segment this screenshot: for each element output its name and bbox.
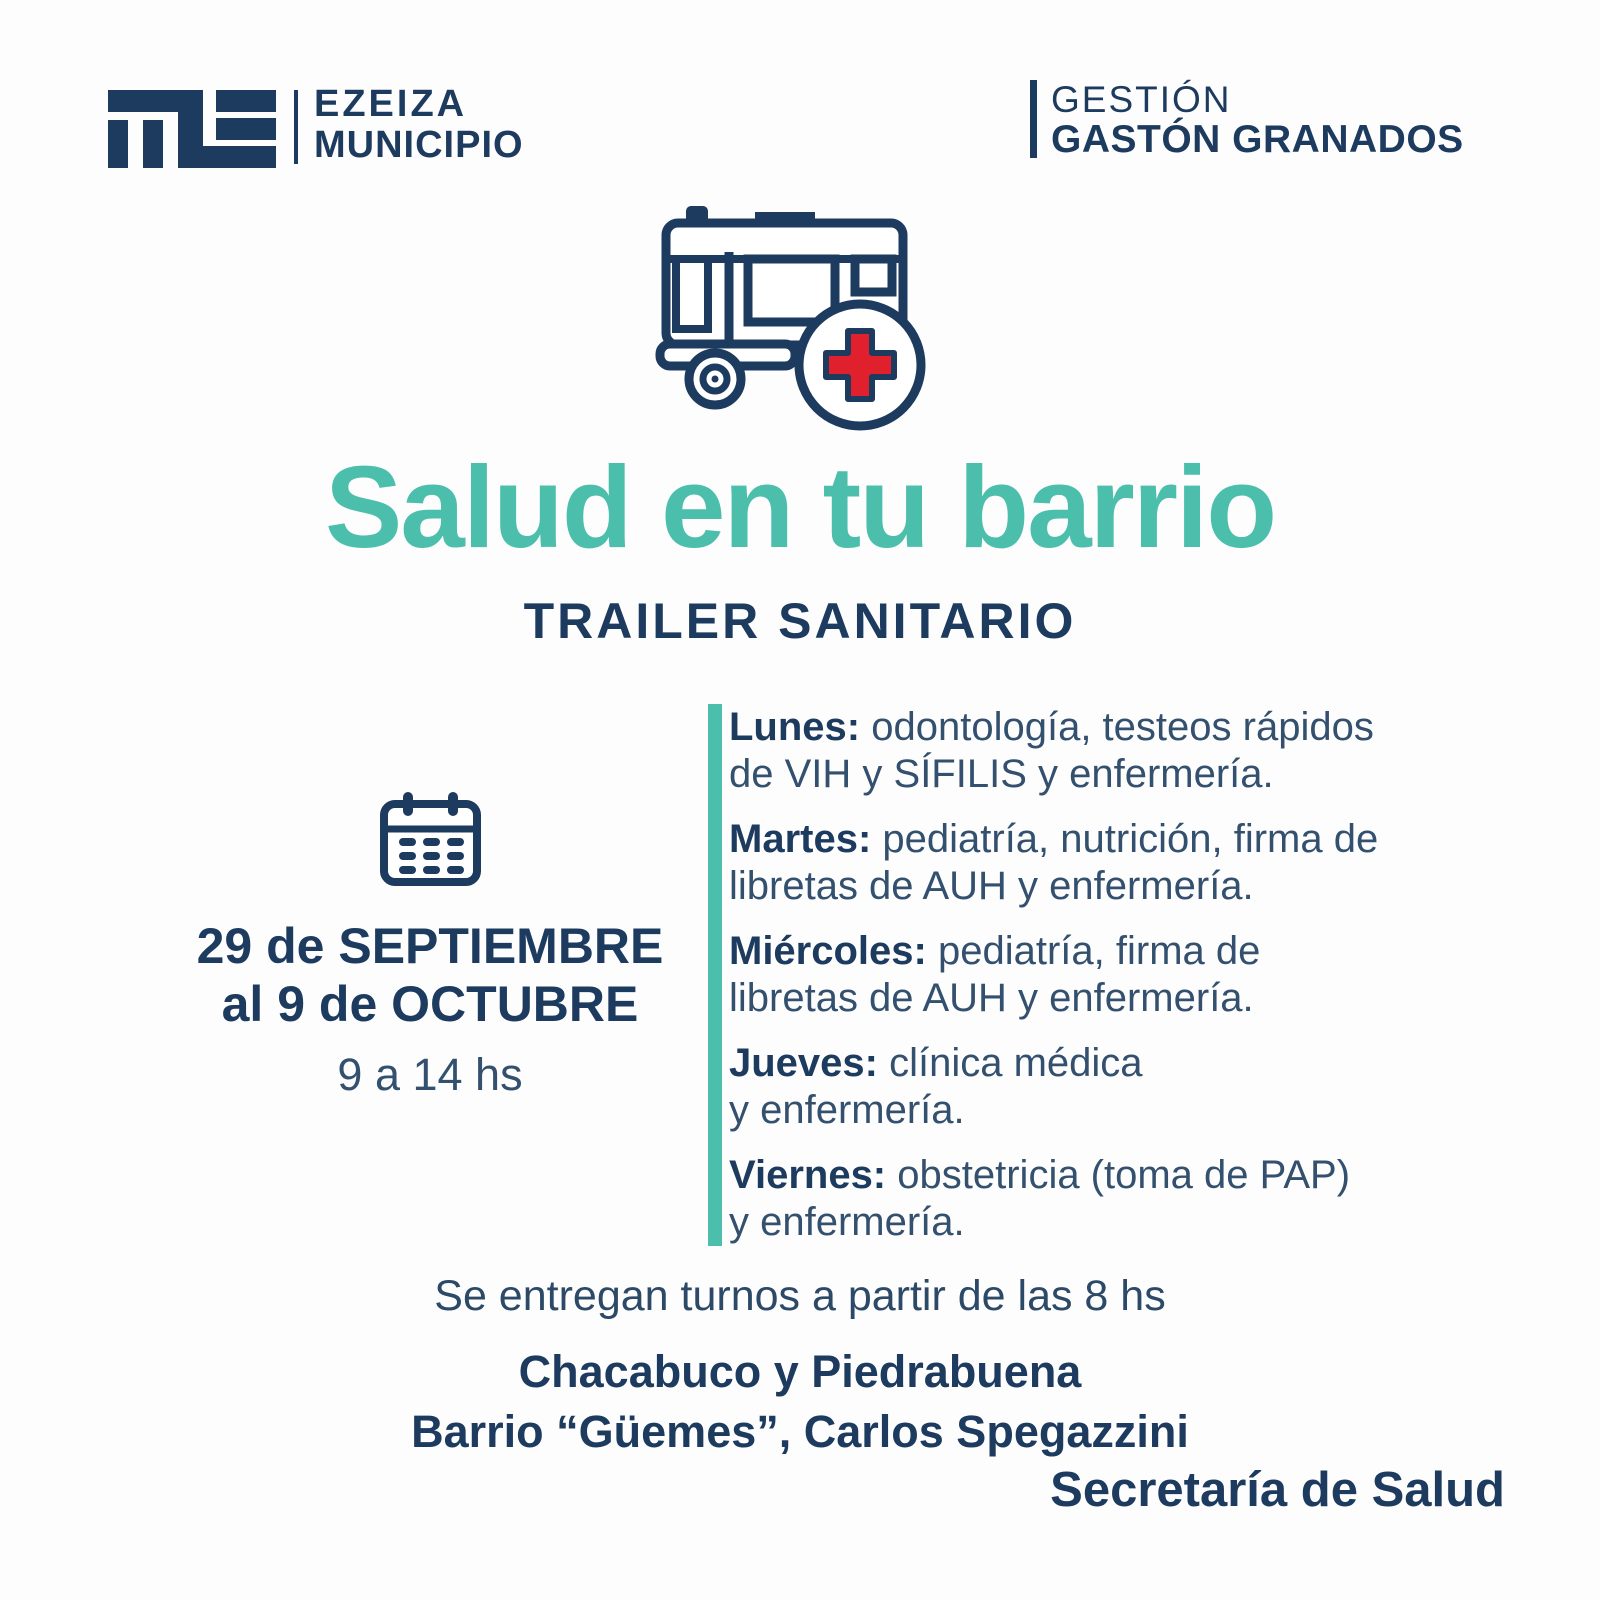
date-range-line2: al 9 de OCTUBRE xyxy=(221,976,639,1032)
address-line2: Barrio “Güemes”, Carlos Spegazzini xyxy=(411,1406,1189,1457)
day-services: pediatría, nutrición, firma de xyxy=(882,817,1379,861)
hours-label: 9 a 14 hs xyxy=(337,1049,523,1100)
secretaria-signature: Secretaría de Salud xyxy=(1050,1463,1505,1517)
logo-divider xyxy=(294,90,298,164)
schedule-item-miercoles xyxy=(729,928,1489,1022)
ezeiza-logo-mark-icon xyxy=(103,80,283,180)
day-services-cont: y enfermería. xyxy=(729,1200,965,1244)
schedule-item-jueves xyxy=(729,1040,1489,1134)
gestion-divider xyxy=(1030,80,1037,158)
page-subtitle: TRAILER SANITARIO xyxy=(523,593,1077,649)
day-label: Viernes: xyxy=(729,1153,887,1197)
turnos-note: Se entregan turnos a partir de las 8 hs xyxy=(434,1272,1166,1320)
day-services-cont: libretas de AUH y enfermería. xyxy=(729,976,1254,1020)
page-title: Salud en tu barrio xyxy=(324,442,1276,572)
day-services-cont: y enfermería. xyxy=(729,1088,965,1132)
schedule-item-martes xyxy=(729,816,1489,910)
logo-municipio-label: MUNICIPIO xyxy=(314,124,524,166)
date-block xyxy=(160,788,700,1101)
schedule-item-lunes xyxy=(729,704,1489,798)
logo-wordmark xyxy=(314,84,524,166)
day-label: Martes: xyxy=(729,817,872,861)
wheel-icon xyxy=(689,353,741,405)
day-label: Miércoles: xyxy=(729,929,927,973)
day-label: Lunes: xyxy=(729,705,861,749)
date-range-line1: 29 de SEPTIEMBRE xyxy=(196,918,664,974)
calendar-icon xyxy=(378,788,483,888)
medical-trailer-icon xyxy=(630,192,970,452)
weekly-schedule xyxy=(708,704,1489,1246)
gestion-block xyxy=(1030,80,1464,160)
schedule-item-viernes xyxy=(729,1152,1489,1246)
day-services: odontología, testeos rápidos xyxy=(871,705,1374,749)
logo-city-name: EZEIZA xyxy=(314,83,468,125)
day-services-cont: de VIH y SÍFILIS y enfermería. xyxy=(729,752,1274,796)
day-services: clínica médica xyxy=(889,1041,1143,1085)
location-block xyxy=(0,1342,1600,1462)
address-line1: Chacabuco y Piedrabuena xyxy=(518,1346,1082,1397)
day-label: Jueves: xyxy=(729,1041,878,1085)
day-services: pediatría, firma de xyxy=(937,929,1261,973)
medical-cross-icon xyxy=(799,304,921,426)
gestion-label: GESTIÓN xyxy=(1051,79,1232,120)
day-services: obstetricia (toma de PAP) xyxy=(897,1153,1351,1197)
day-services-cont: libretas de AUH y enfermería. xyxy=(729,864,1254,908)
gestion-name: GASTÓN GRANADOS xyxy=(1051,118,1464,161)
